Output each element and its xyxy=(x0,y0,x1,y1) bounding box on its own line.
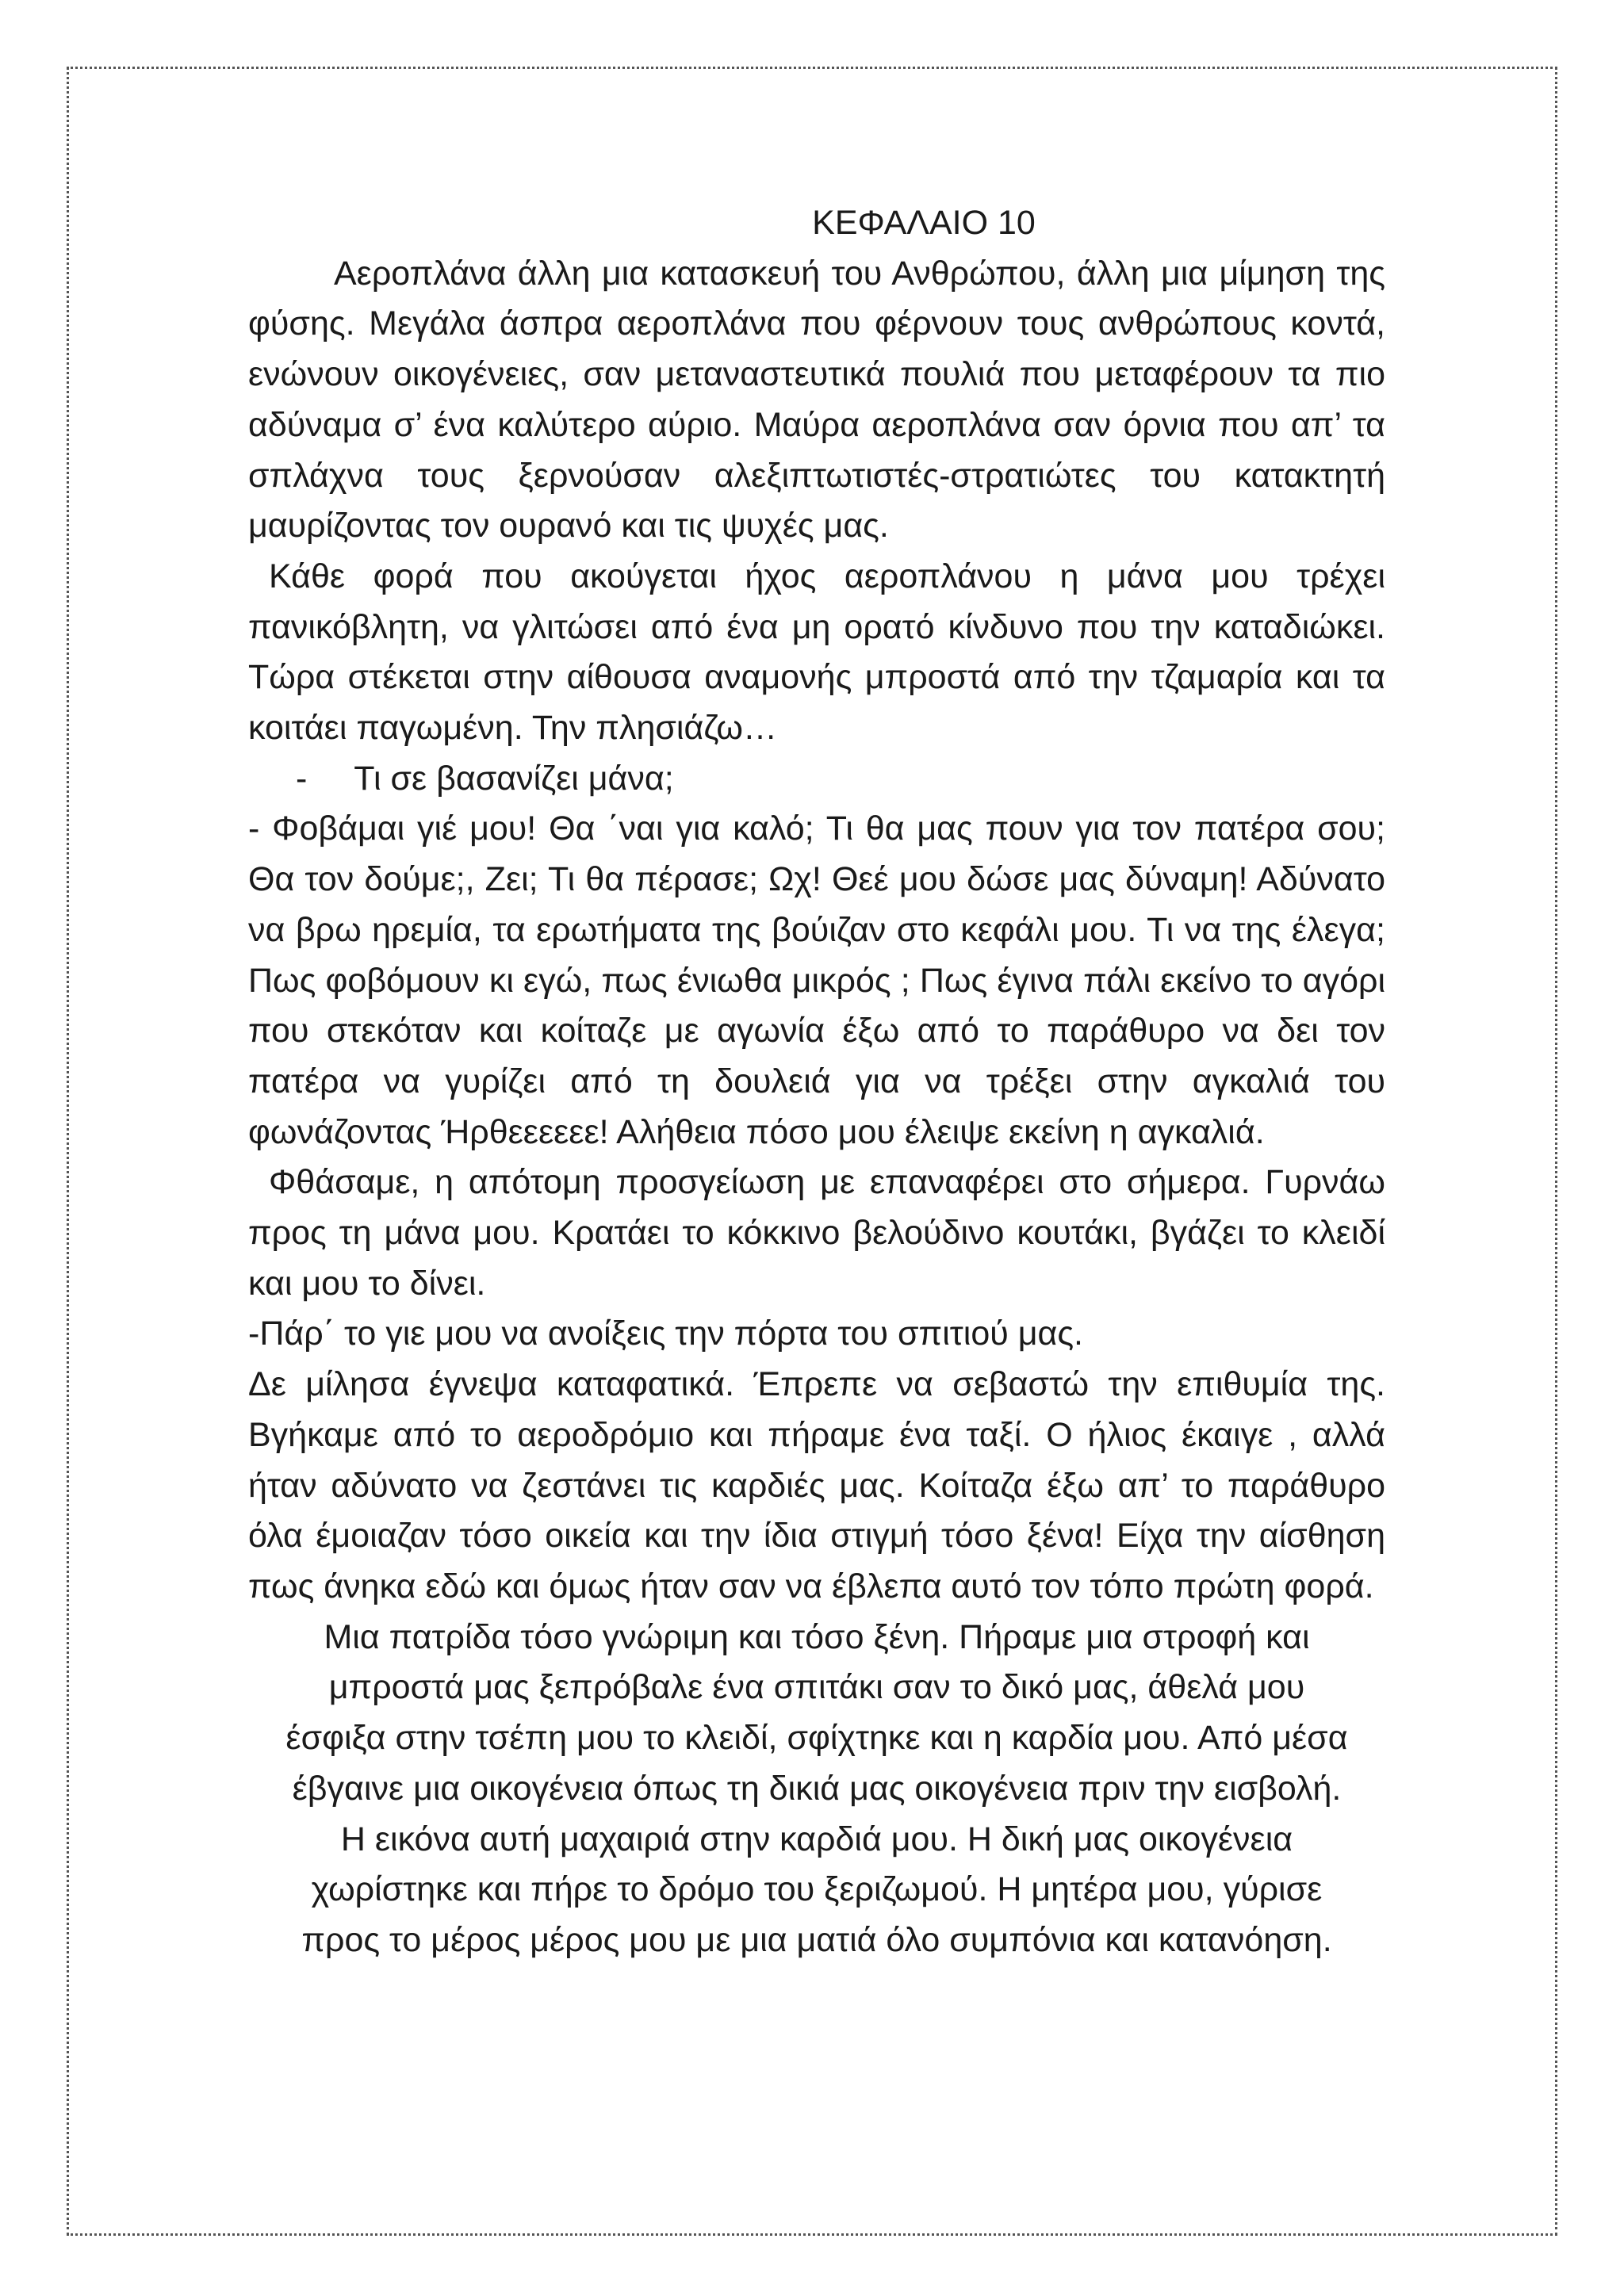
paragraph-taxi: Δε μίλησα έγνεψα καταφατικά. Έπρεπε να σεβαστώ την επιθυμία της. Βγήκαμε από το αεροδρόμιο και πήραμε ένα ταξί. Ο ήλιος έκαιγε , αλλά ήταν αδύνατο να ζεστάνει τις καρδιές μας. Κοίταζα έξω απ’ το παράθυρο όλα έμοιαζαν τόσο οικεία και την ίδια στιγμή τόσο ξένα! Είχα την αίσθηση πως άνηκα εδώ και όμως ήταν σαν να έβλεπα αυτό τον τόπο πρώτη φορά. xyxy=(248,1365,1385,1605)
centered-line: έσφιξα στην τσέπη μου το κλειδί, σφίχτηκε και η καρδία μου. Από μέσα xyxy=(285,1719,1348,1758)
centered-paragraph xyxy=(248,1613,1385,1966)
chapter-title: ΚΕΦΑΛΑΙΟ 10 xyxy=(812,204,1036,242)
centered-line: Μια πατρίδα τόσο γνώριμη και τόσο ξένη. Πήραμε μια στροφή και xyxy=(324,1617,1310,1656)
centered-line: χωρίστηκε και πήρε το δρόμο του ξεριζωμού. Η μητέρα μου, γύρισε xyxy=(311,1870,1323,1909)
paragraph-airplanes: Αεροπλάνα άλλη μια κατασκευή του Ανθρώπου, άλλη μια μίμηση της φύσης. Μεγάλα άσπρα αεροπλάνα που φέρνουν τους ανθρώπους κοντά, ενώνουν οικογένειες, σαν μεταναστευτικά πουλιά που μεταφέρουν τα πιο αδύναμα σ’ ένα καλύτερο αύριο. Μαύρα αεροπλάνα σαν όρνια που απ’ τα σπλάχνα τους ξερνούσαν αλεξιπτωτιστές-στρατιώτες του κατακτητή μαυρίζοντας τον ουρανό και τις ψυχές μας. xyxy=(248,254,1385,545)
paragraph-dialog-answer: - Φοβάμαι γιέ μου! Θα ΄ναι για καλό; Τι θα μας πουν για τον πατέρα σου; Θα τον δούμε;, Ζει; Τι θα πέρασε; Ωχ! Θεέ μου δώσε μας δύναμη! Αδύνατο να βρω ηρεμία, τα ερωτήματα της βούιζαν στο κεφάλι μου. Τι να της έλεγα; Πως φοβόμουν κι εγώ, πως ένιωθα μικρός ; Πως έγινα πάλι εκείνο το αγόρι που στεκόταν και κοίταζε με αγωνία έξω από το παράθυρο να δει τον πατέρα να γυρίζει από τη δουλειά για να τρέξει στην αγκαλιά του φωνάζοντας Ήρθεεεεεε! Αλήθεια πόσο μου έλειψε εκείνη η αγκαλιά. xyxy=(248,809,1385,1151)
paragraph-mother-fear: Κάθε φορά που ακούγεται ήχος αεροπλάνου η μάνα μου τρέχει πανικόβλητη, να γλιτώσει από ένα μη ορατό κίνδυνο που την καταδιώκει. Τώρα στέκεται στην αίθουσα αναμονής μπροστά από την τζαμαρία και τα κοιτάει παγωμένη. Την πλησιάζω… xyxy=(248,557,1385,748)
dialog-key: -Πάρ΄ το γιε μου να ανοίξεις την πόρτα του σπιτιού μας. xyxy=(248,1314,1083,1353)
paragraph-landing: Φθάσαμε, η απότομη προσγείωση με επαναφέρει στο σήμερα. Γυρνάω προς τη μάνα μου. Κρατάει το κόκκινο βελούδινο κουτάκι, βγάζει το κλειδί και μου το δίνει. xyxy=(248,1163,1385,1303)
centered-line: Η εικόνα αυτή μαχαιριά στην καρδιά μου. Η δική μας οικογένεια xyxy=(340,1820,1293,1858)
centered-line: έβγαινε μια οικογένεια όπως τη δικιά μας οικογένεια πριν την εισβολή. xyxy=(292,1769,1342,1808)
centered-line: προς το μέρος μέρος μου με μια ματιά όλο συμπόνια και κατανόηση. xyxy=(301,1920,1332,1959)
chapter-content xyxy=(248,198,1385,1966)
dialog-question: - Τι σε βασανίζει μάνα; xyxy=(296,759,674,798)
centered-line: μπροστά μας ξεπρόβαλε ένα σπιτάκι σαν το δικό μας, άθελά μου xyxy=(328,1668,1305,1707)
